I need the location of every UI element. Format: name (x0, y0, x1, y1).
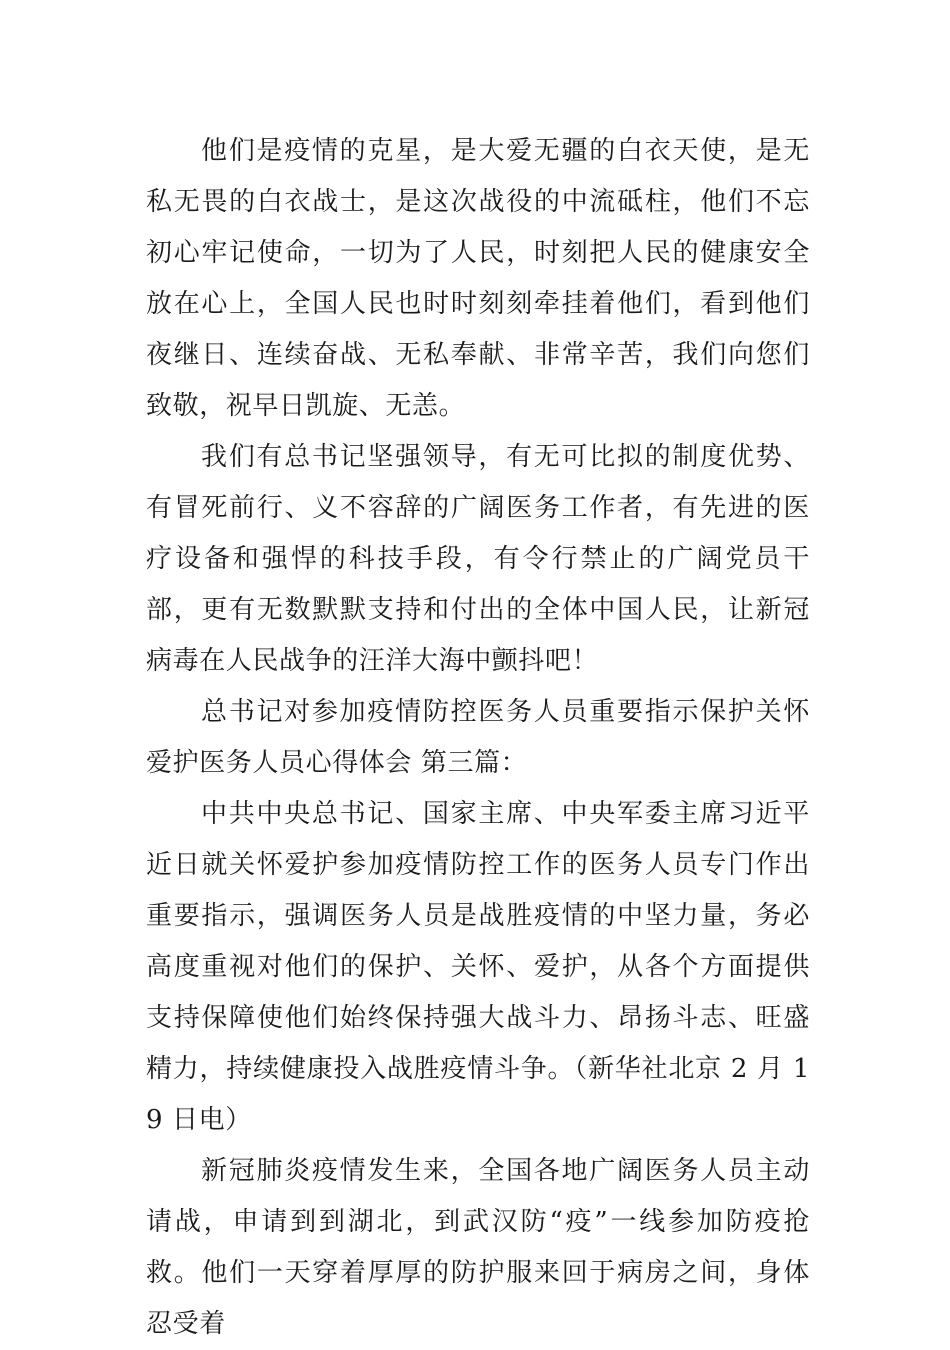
paragraph-2: 我们有总书记坚强领导，有无可比拟的制度优势、有冒死前行、义不容辞的广阔医务工作者，有先进的医疗设备和强悍的科技手段，有令行禁止的广阔党员干部，更有无数默默支持和付出的全体中国人民，让新冠病毒在人民战争的汪洋大海中颤抖吧！ (146, 442, 810, 676)
paragraph-5: 新冠肺炎疫情发生来，全国各地广阔医务人员主动请战，申请到到湖北，到武汉防“疫”一线参加防疫抢救。他们一天穿着厚厚的防护服来回于病房之间，身体忍受着 (146, 1156, 810, 1339)
paragraph-4: 中共中央总书记、国家主席、中央军委主席习近平近日就关怀爱护参加疫情防控工作的医务人员专门作出重要指示，强调医务人员是战胜疫情的中坚力量，务必高度重视对他们的保护、关怀、爱护，从各个方面提供支持保障使他们始终保持强大战斗力、昂扬斗志、旺盛精力，持续健康投入战胜疫情斗争。（新华社北京 2 月 19 日电） (146, 799, 810, 1135)
paragraph-3-heading: 总书记对参加疫情防控医务人员重要指示保护关怀爱护医务人员心得体会 第三篇： (146, 697, 810, 778)
document-body (146, 126, 810, 1350)
paragraph-1: 他们是疫情的克星，是大爱无疆的白衣天使，是无私无畏的白衣战士，是这次战役的中流砥柱，他们不忘初心牢记使命，一切为了人民，时刻把人民的健康安全放在心上，全国人民也时时刻刻牵挂着他们，看到他们夜继日、连续奋战、无私奉献、非常辛苦，我们向您们致敬，祝早日凯旋、无恙。 (146, 136, 810, 421)
